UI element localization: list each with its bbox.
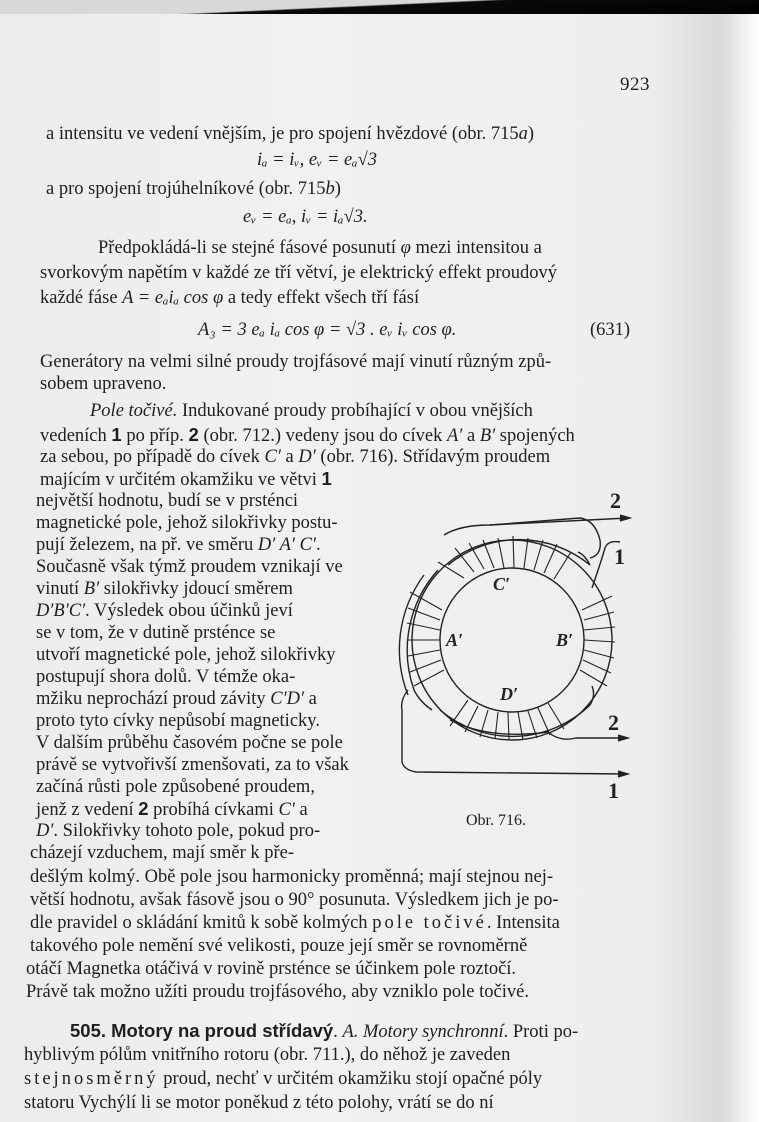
text-line: Generátory na velmi silné proudy trojfásové mají vinutí různým způ- bbox=[40, 352, 552, 372]
text: mžiku neprochází proud závity bbox=[36, 689, 271, 709]
text-line bbox=[36, 534, 321, 556]
text-line bbox=[40, 424, 575, 447]
text: ) bbox=[527, 124, 535, 144]
text: ) bbox=[334, 179, 341, 199]
text: 1 bbox=[111, 424, 122, 445]
text-line: se v tom, že v dutině prsténce se bbox=[36, 623, 276, 643]
text-line: hyblivým pólům vnitřního rotoru (obr. 711.), do něhož je zaveden bbox=[24, 1045, 511, 1065]
text: D′ bbox=[298, 447, 316, 467]
text: . Výsledek obou účinků jeví bbox=[85, 601, 293, 621]
text: B′ bbox=[479, 426, 496, 446]
label-a-prime: A′ bbox=[446, 630, 464, 650]
text: Předpokládá-li se stejné fásové posunutí bbox=[98, 238, 401, 258]
lead-2-bottom: 2 bbox=[608, 710, 619, 735]
text: . bbox=[315, 535, 321, 555]
text-line bbox=[24, 1068, 542, 1090]
text-line: Současně však týmž proudem vznikají ve bbox=[36, 557, 343, 577]
text: Pole točivé. bbox=[90, 401, 178, 421]
text-line bbox=[40, 287, 419, 309]
label-c-prime: C′ bbox=[493, 574, 511, 594]
lead-1-bottom: 1 bbox=[608, 778, 619, 803]
equation-delta: eᵥ = eₐ, iᵥ = iₐ√3. bbox=[243, 207, 368, 227]
text: a pro spojení trojúhelníkové (obr. 715 bbox=[46, 179, 326, 199]
label-b-prime: B′ bbox=[556, 630, 574, 650]
text-line bbox=[36, 600, 293, 622]
text-line: V dalším průběhu časovém počne se pole bbox=[36, 733, 343, 753]
text-line: statoru Vychýlí li se motor poněkud z této polohy, vrátí se do ní bbox=[24, 1093, 494, 1113]
text: a bbox=[280, 447, 299, 467]
text-line bbox=[40, 446, 550, 468]
text: D′ A′ C′ bbox=[257, 535, 316, 555]
text-line bbox=[90, 400, 533, 422]
text: spojených bbox=[495, 426, 575, 446]
text: . bbox=[333, 1022, 343, 1042]
equation-number: (631) bbox=[590, 320, 631, 340]
text: C′D′ bbox=[270, 689, 305, 709]
figure-716-ring-winding bbox=[380, 480, 640, 810]
text: a bbox=[462, 426, 480, 446]
text: . Silokřivky tohoto pole, pokud pro- bbox=[53, 821, 321, 841]
text-line: postupují shora dolů. V témže oka- bbox=[36, 667, 296, 687]
text-line bbox=[36, 798, 308, 821]
scan-top-edge bbox=[0, 0, 759, 14]
text: silokřivky jdoucí směrem bbox=[99, 579, 293, 599]
text-line: cházejí vzduchem, mají směr k pře- bbox=[30, 843, 295, 863]
text-line: právě se vytvořivší zmenšovati, za to však bbox=[36, 755, 349, 775]
text: stejnosměrný bbox=[24, 1069, 159, 1089]
equation-star: iₐ = iᵥ, eᵥ = eₐ√3 bbox=[257, 150, 377, 170]
text: a bbox=[304, 689, 317, 709]
text: φ bbox=[400, 238, 411, 258]
text-line: větší hodnotu, avšak fásově jsou o 90° posunuta. Výsledkem jich je po- bbox=[30, 890, 559, 910]
page-number: 923 bbox=[620, 74, 650, 95]
text-line bbox=[36, 688, 317, 710]
text-line: největší hodnotu, budí se v prsténci bbox=[36, 491, 299, 511]
text: a intensitu ve vedení vnějším, je pro spojení hvězdové (obr. 715 bbox=[46, 124, 519, 144]
text: C′ bbox=[264, 447, 281, 467]
text-line: dešlým kolmý. Obě pole jsou harmonicky proměnná; mají stejnou nej- bbox=[30, 867, 554, 887]
figure-caption: Obr. 716. bbox=[466, 812, 526, 829]
text-line bbox=[46, 178, 341, 200]
text-line: takového pole nemění své velikosti, pouze její směr se rovnoměrně bbox=[30, 936, 528, 956]
text: vedeních bbox=[40, 426, 112, 446]
text: mezi intensitou a bbox=[410, 238, 542, 258]
text: každé fáse bbox=[40, 288, 123, 308]
text: vinutí bbox=[36, 579, 84, 599]
text: (obr. 712.) vedeny jsou do cívek bbox=[198, 426, 447, 446]
label-d-prime: D′ bbox=[500, 684, 519, 704]
text-line: proto tyto cívky nepůsobí magneticky. bbox=[36, 711, 320, 731]
text: A′ bbox=[446, 426, 463, 446]
ring-outer bbox=[412, 540, 612, 740]
text: majícím v určitém okamžiku ve větvi bbox=[40, 470, 322, 490]
text: pole točivé bbox=[372, 913, 487, 933]
text-line bbox=[30, 912, 560, 934]
text-line: svorkovým napětím v každé ze tří větví, je elektrický effekt proudový bbox=[40, 263, 557, 283]
text: A = eₐiₐ cos φ bbox=[122, 288, 224, 308]
text-line: Právě tak možno užíti proudu trojfásového, aby vzniklo pole točivé. bbox=[26, 982, 529, 1002]
text: (obr. 716). Střídavým proudem bbox=[315, 447, 551, 467]
text: 1 bbox=[321, 468, 332, 489]
text: pují železem, na př. ve směru bbox=[36, 535, 258, 555]
text: C′ bbox=[278, 800, 295, 820]
text: 2 bbox=[188, 424, 199, 445]
equation-power: A₃ = 3 eₐ iₐ cos φ = √3 . eᵥ iᵥ cos φ. bbox=[198, 320, 457, 340]
text-line bbox=[36, 578, 293, 600]
text-line: sobem upraveno. bbox=[40, 374, 167, 394]
text: probíhá cívkami bbox=[148, 800, 279, 820]
text: proud, nechť v určitém okamžiku stojí opačné póly bbox=[158, 1069, 543, 1089]
section-heading-line bbox=[70, 1020, 578, 1043]
text-line: otáčí Magnetka otáčivá v rovině prsténce se účinkem pole roztočí. bbox=[26, 959, 517, 979]
text: po příp. bbox=[121, 426, 189, 446]
text: a bbox=[294, 800, 308, 820]
text: . Intensita bbox=[486, 913, 560, 933]
lead-2-top: 2 bbox=[610, 488, 621, 513]
text: a tedy effekt všech tří fásí bbox=[223, 288, 420, 308]
text-line: utvoří magnetické pole, jehož silokřivky bbox=[36, 645, 336, 665]
text: dle pravidel o skládání kmitů k sobě kolmých bbox=[30, 913, 373, 933]
section-heading: 505. Motory na proud střídavý bbox=[70, 1020, 334, 1041]
ring-diagram bbox=[380, 480, 640, 810]
text: b bbox=[325, 179, 335, 199]
text-line: začíná růsti pole způsobené proudem, bbox=[36, 777, 315, 797]
text: za sebou, po případě do cívek bbox=[40, 447, 265, 467]
text-line bbox=[40, 468, 332, 491]
text: jenž z vedení bbox=[36, 800, 139, 820]
text-line bbox=[98, 237, 542, 259]
text: A. Motory synchronní bbox=[342, 1022, 504, 1042]
text: Indukované proudy probíhající v obou vnějších bbox=[177, 401, 533, 421]
text: a bbox=[518, 124, 528, 144]
text-line: magnetické pole, jehož silokřivky postu- bbox=[36, 513, 338, 533]
text: 2 bbox=[138, 798, 149, 819]
lead-1-top: 1 bbox=[614, 544, 625, 569]
text: . Proti po- bbox=[503, 1022, 579, 1042]
text: B′ bbox=[83, 579, 100, 599]
text: D′ bbox=[36, 821, 54, 841]
text: D′B′C′ bbox=[36, 601, 86, 621]
text-line bbox=[36, 820, 320, 842]
text-line bbox=[46, 123, 534, 145]
